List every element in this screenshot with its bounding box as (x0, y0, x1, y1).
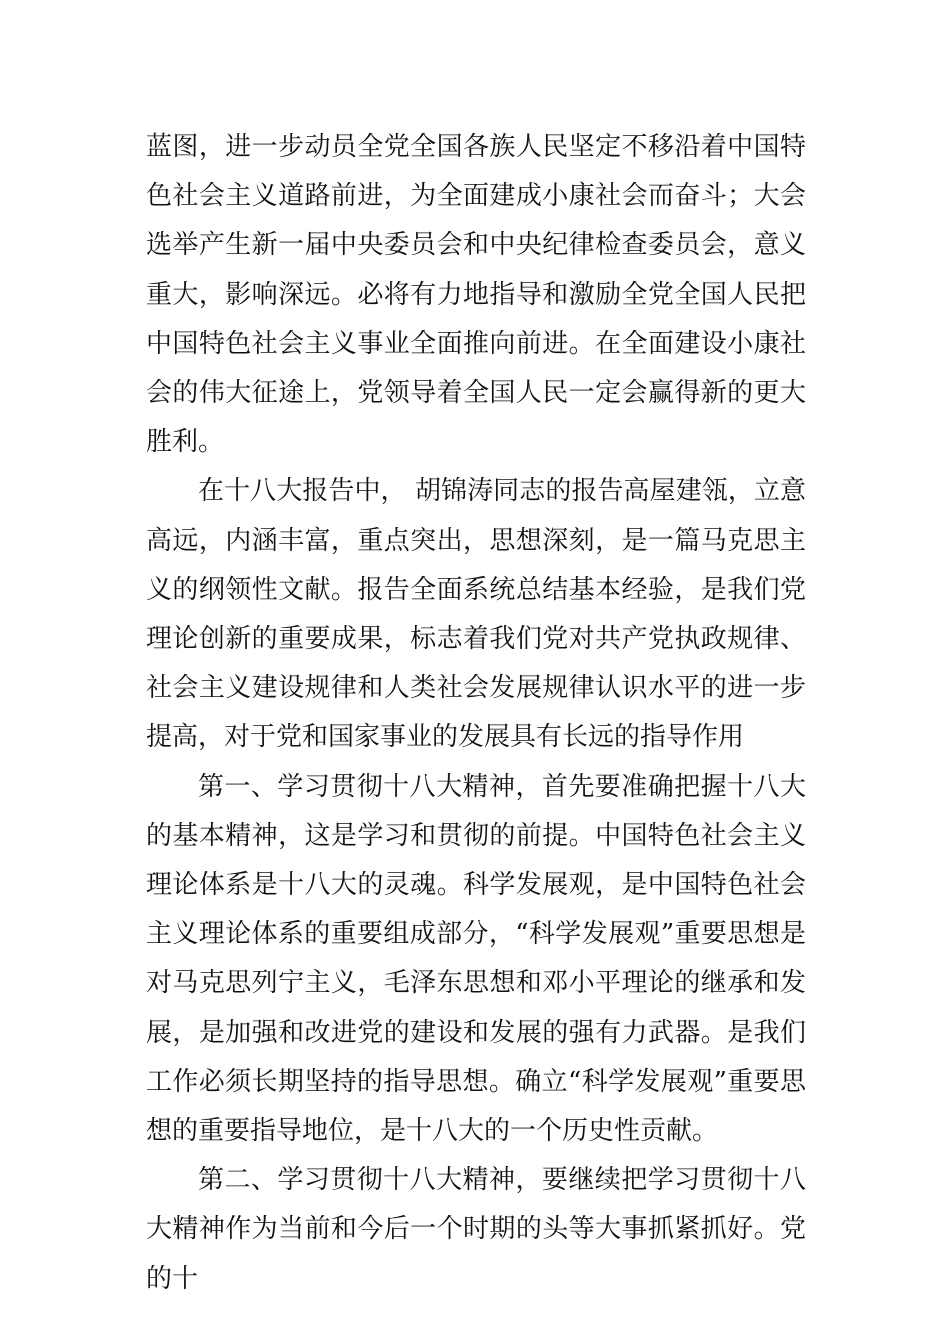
paragraph-point-one: 第一、学习贯彻十八大精神，首先要准确把握十八大的基本精神，这是学习和贯彻的前提。中国特色社会主义理论体系是十八大的灵魂。科学发展观，是中国特色社会主义理论体系的重要组成部分，“科学发展观”重要思想是对马克思列宁主义，毛泽东思想和邓小平理论的继承和发展，是加强和改进党的建设和发展的强有力武器。是我们工作必须长期坚持的指导思想。确立“科学发展观”重要思想的重要指导地位，是十八大的一个历史性贡献。 (146, 771, 806, 1147)
document-body (146, 123, 806, 1304)
paragraph-point-two: 第二、学习贯彻十八大精神，要继续把学习贯彻十八大精神作为当前和今后一个时期的头等大事抓紧抓好。党的十 (146, 1165, 806, 1294)
paragraph-continuation: 蓝图，进一步动员全党全国各族人民坚定不移沿着中国特色社会主义道路前进，为全面建成小康社会而奋斗；大会选举产生新一届中央委员会和中央纪律检查委员会，意义重大，影响深远。必将有力地指导和激励全党全国人民把中国特色社会主义事业全面推向前进。在全面建设小康社会的伟大征途上，党领导着全国人民一定会赢得新的更大胜利。 (146, 132, 806, 458)
paragraph-report-overview: 在十八大报告中， 胡锦涛同志的报告高屋建瓴，立意高远，内涵丰富，重点突出，思想深刻，是一篇马克思主义的纲领性文献。报告全面系统总结基本经验，是我们党理论创新的重要成果，标志着我们党对共产党执政规律、社会主义建设规律和人类社会发展规律认识水平的进一步提高，对于党和国家事业的发展具有长远的指导作用 (146, 476, 806, 753)
